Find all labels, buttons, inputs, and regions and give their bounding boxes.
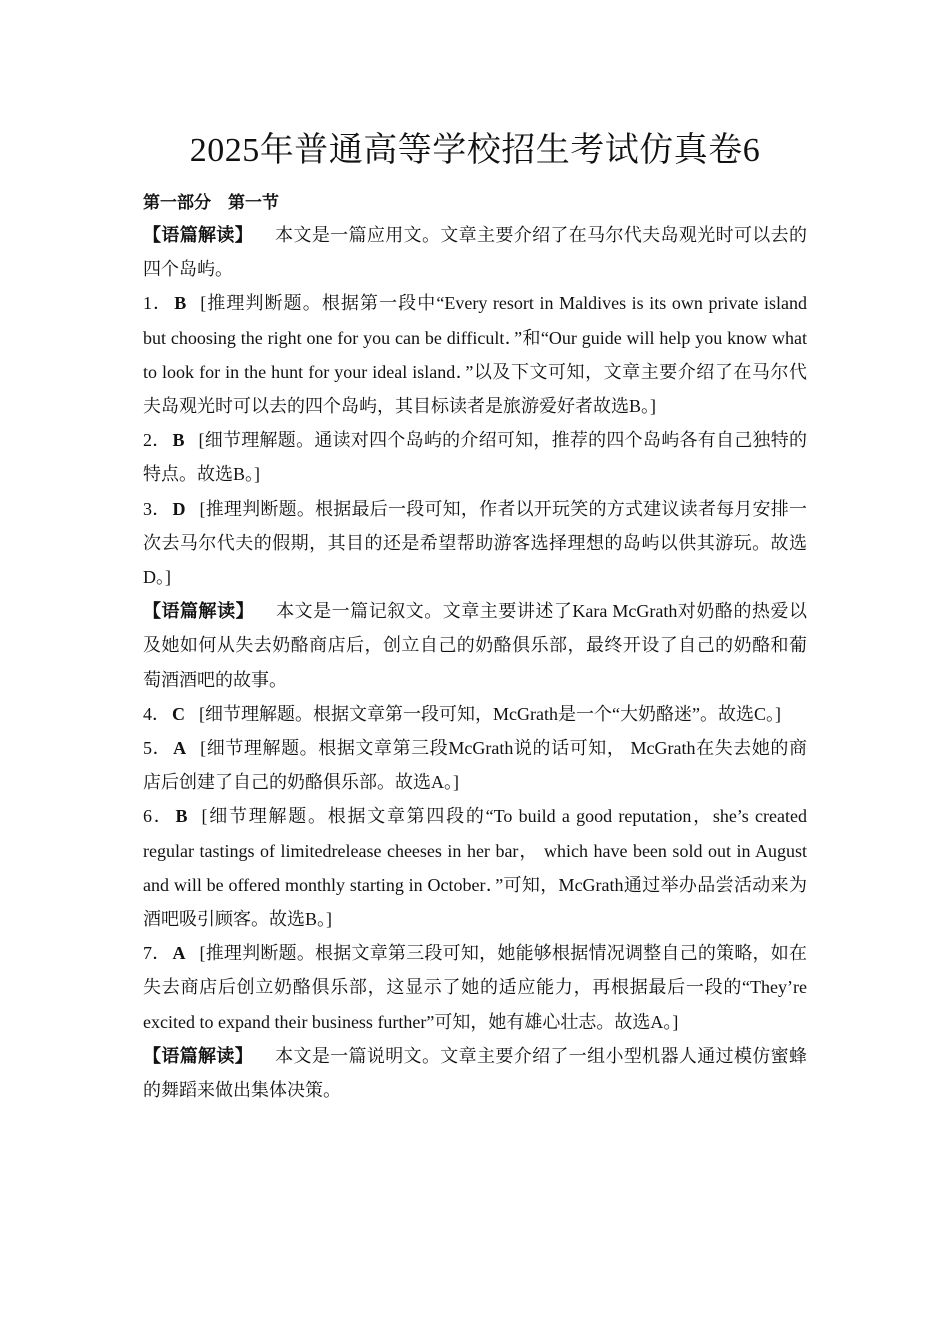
passage-tag: 【语篇解读】 xyxy=(143,1045,254,1066)
answer-letter: B xyxy=(175,806,188,827)
answer-explanation: [细节理解题。根据文章第三段McGrath说的话可知， McGrath在失去她的商店后创建了自己的奶酪俱乐部。故选A。] xyxy=(143,738,807,793)
answer-item: 7． A [推理判断题。根据文章第三段可知，她能够根据情况调整自己的策略，如在失去商店后创立奶酪俱乐部，这显示了她的适应能力，再根据最后一段的“They’re excited to expand their business further”可知，她有雄心壮志。故选A。] xyxy=(143,943,808,1032)
answer-explanation: [细节理解题。根据文章第一段可知，McGrath是一个“大奶酪迷”。故选C。] xyxy=(199,703,781,724)
answer-explanation: [推理判断题。根据文章第三段可知，她能够根据情况调整自己的策略，如在失去商店后创立奶酪俱乐部，这显示了她的适应能力，再根据最后一段的“They’re excited to expand their business further”可知，她有雄心壮志。故选A。] xyxy=(143,943,808,1032)
passage-tag: 【语篇解读】 xyxy=(143,601,255,622)
answer-item: 5． A [细节理解题。根据文章第三段McGrath说的话可知， McGrath在失去她的商店后创建了自己的奶酪俱乐部。故选A。] xyxy=(143,738,807,793)
section-heading: 第一部分 第一节 xyxy=(143,193,279,212)
answer-letter: B xyxy=(172,430,185,451)
answer-explanation: [细节理解题。根据文章第四段的“To build a good reputation，she’s created regular tastings of limitedrelease cheeses in her bar， which have been sold out in August and will be offered monthly starting in October．”可知，McGrath通过举办品尝活动来为酒吧吸引顾客。故选B。] xyxy=(143,806,808,930)
answer-letter: D xyxy=(172,498,186,519)
answer-letter: A xyxy=(173,738,187,759)
answer-explanation: [推理判断题。根据第一段中“Every resort in Maldives is its own private island but choosing the right one for you can be difficult．”和“Our guide will help you know what to look for in the hunt for your ideal island．”以及下文可知，文章主要介绍了在马尔代夫岛观光时可以去的四个岛屿，其目标读者是旅游爱好者故选B。] xyxy=(143,293,808,417)
answer-letter: C xyxy=(172,703,185,724)
answer-item: 2． B [细节理解题。通读对四个岛屿的介绍可知，推荐的四个岛屿各有自己独特的特点。故选B。] xyxy=(143,430,807,485)
passage-summary: 【语篇解读】 本文是一篇说明文。文章主要介绍了一组小型机器人通过模仿蜜蜂的舞蹈来做出集体决策。 xyxy=(143,1045,808,1101)
answer-letter: B xyxy=(174,293,187,314)
answer-item: 3． D [推理判断题。根据最后一段可知，作者以开玩笑的方式建议读者每月安排一次去马尔代夫的假期，其目的还是希望帮助游客选择理想的岛屿以供其游玩。故选D。] xyxy=(143,498,808,588)
answer-item: 4． C [细节理解题。根据文章第一段可知，McGrath是一个“大奶酪迷”。故选C。] xyxy=(143,703,781,724)
document-body xyxy=(143,218,807,1107)
answer-explanation: [推理判断题。根据最后一段可知，作者以开玩笑的方式建议读者每月安排一次去马尔代夫的假期，其目的还是希望帮助游客选择理想的岛屿以供其游玩。故选D。] xyxy=(143,498,808,588)
passage-tag: 【语篇解读】 xyxy=(143,225,254,245)
passage-summary: 【语篇解读】 本文是一篇记叙文。文章主要讲述了Kara McGrath对奶酪的热爱以及她如何从失去奶酪商店后，创立自己的奶酪俱乐部，最终开设了自己的奶酪和葡萄酒酒吧的故事。 xyxy=(143,601,807,690)
answer-explanation: [细节理解题。通读对四个岛屿的介绍可知，推荐的四个岛屿各有自己独特的特点。故选B。] xyxy=(143,430,807,485)
passage-summary: 【语篇解读】 本文是一篇应用文。文章主要介绍了在马尔代夫岛观光时可以去的四个岛屿。 xyxy=(143,225,808,280)
answer-item: 6． B [细节理解题。根据文章第四段的“To build a good reputation，she’s created regular tastings of limitedrelease cheeses in her bar， which have been sold out in August and will be offered monthly starting in October．”可知，McGrath通过举办品尝活动来为酒吧吸引顾客。故选B。] xyxy=(143,806,808,930)
page-title: 2025年普通高等学校招生考试仿真卷6 xyxy=(189,132,761,169)
answer-letter: A xyxy=(172,943,186,964)
answer-item: 1． B [推理判断题。根据第一段中“Every resort in Maldives is its own private island but choosing the right one for you can be difficult．”和“Our guide will help you know what to look for in the hunt for your ideal island．”以及下文可知，文章主要介绍了在马尔代夫岛观光时可以去的四个岛屿，其目标读者是旅游爱好者故选B。] xyxy=(143,293,808,417)
